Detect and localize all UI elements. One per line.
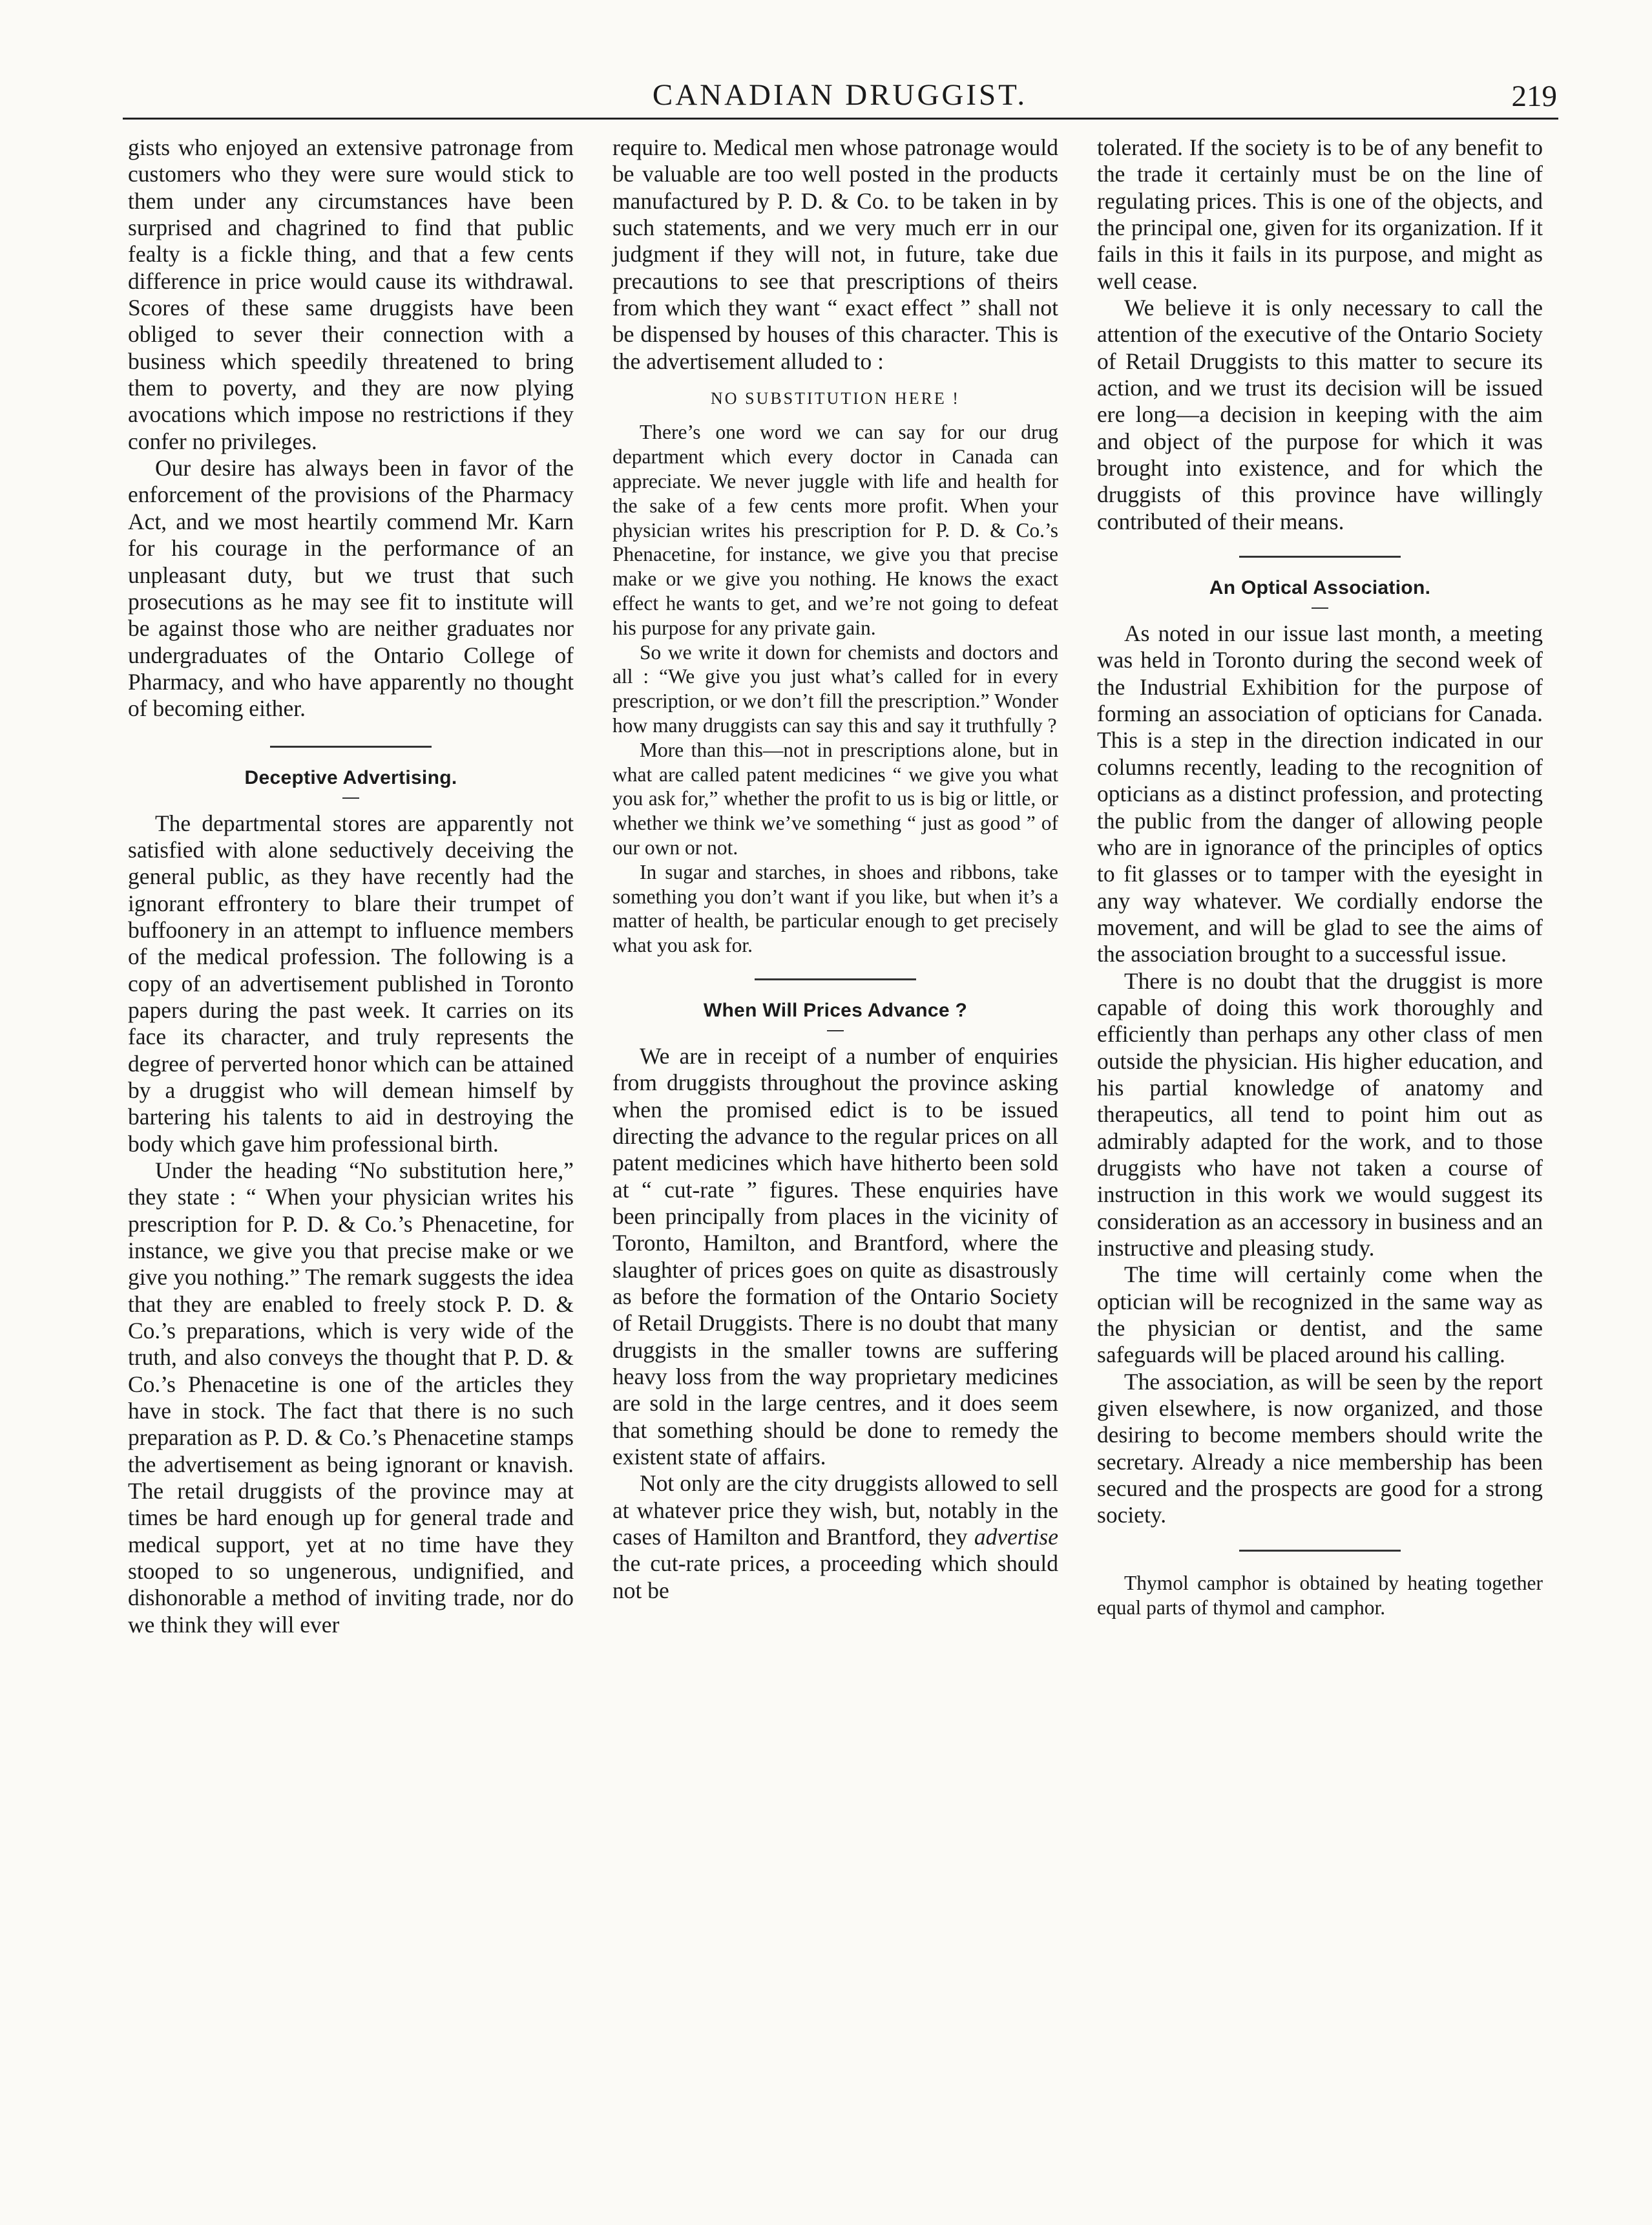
- paragraph: [612, 1470, 1058, 1604]
- running-title: CANADIAN DRUGGIST.: [652, 78, 1028, 112]
- heading-dash: [342, 797, 359, 799]
- quoted-ad-paragraph: There’s one word we can say for our drug department which every doctor in Canada can appreciate. We never juggle with life and health for the sake of a few cents more profit. When your physician writes his prescription for P. D. & Co.’s Phenacetine, for instance, we give you that precise make or we give you nothing. He knows the exact effect he wants to get, and we’re not going to defeat his purpose for any private gain.: [612, 421, 1058, 639]
- column-middle: [612, 134, 1058, 2173]
- quoted-ad-paragraph: More than this—not in prescriptions alone, but in what are called patent medicines “ we give you what you ask for,” whether the profit to us is big or little, or whether we think we’ve something “ just as good ” of our own or not.: [612, 738, 1058, 859]
- paragraph: require to. Medical men whose patronage would be valuable are too well posted in the products manufactured by P. D. & Co. to be taken in by such statements, and we very much err in our judgment if they will not, in future, take due precautions to see that prescriptions of theirs from which they want “ exact effect ” shall not be dispensed by houses of this character. This is the advertisement alluded to :: [612, 134, 1058, 374]
- paragraph: Thymol camphor is obtained by heating together equal parts of thymol and camphor.: [1097, 1571, 1543, 1619]
- paragraph: The association, as will be seen by the report given elsewhere, is now organized, and those desiring to become members should write the secretary. Already a nice membership has been secured and the prospects are good for a strong society.: [1097, 1368, 1543, 1528]
- section-heading-optical-association: An Optical Association.: [1209, 577, 1431, 599]
- paragraph: The departmental stores are apparently not satisfied with alone seductively deceiving the general public, as they have recently had the ignorant effrontery to blare their trumpet of buffoonery in an attempt to influence members of the medical profession. The following is a copy of an advertisement published in Toronto papers during the past week. It carries on its face its character, and truly represents the degree of perverted honor which can be attained by a druggist who will demean himself by bartering his talents to aid in destroying the body which gave him professional birth.: [128, 810, 574, 1157]
- section-divider: [755, 978, 916, 980]
- column-right: [1097, 134, 1543, 2173]
- heading-dash: [827, 1030, 844, 1031]
- header-rule: [123, 118, 1558, 120]
- paragraph: Our desire has always been in favor of the enforcement of the provisions of the Pharmacy Act, and we most heartily commend Mr. Karn for his courage in the performance of an unpleasant duty, but we trust that such prosecutions as he may see fit to institute will be against those who are neither graduates nor undergraduates of the Ontario College of Pharmacy, and who have apparently no thought of becoming either.: [128, 455, 574, 722]
- column-left: [128, 134, 574, 2173]
- emphasized-word: advertise: [974, 1524, 1058, 1550]
- section-divider: [1239, 556, 1401, 558]
- paragraph: We are in receipt of a number of enquiries from druggists throughout the province asking when the promised edict is to be issued directing the advance to the regular prices on all patent medicines which have hitherto been sold at “ cut-rate ” figures. These enquiries have been principally from places in the vicinity of Toronto, Hamilton, and Brantford, where the slaughter of prices goes on quite as disastrously as before the formation of the Ontario Society of Retail Druggists. There is no doubt that many druggists in the smaller towns are suffering heavy loss from the way proprietary medicines are sold in the large centres, and it does seem that something should be done to remedy the existent state of affairs.: [612, 1042, 1058, 1470]
- quoted-ad-paragraph: In sugar and starches, in shoes and ribbons, take something you don’t want if you like, but when it’s a matter of health, be particular enough to get precisely what you ask for.: [612, 860, 1058, 957]
- section-heading-when-will-prices-advance: When Will Prices Advance ?: [703, 999, 968, 1021]
- paragraph-text: Not only are the city druggists allowed to sell at whatever price they wish, but, notably in the cases of Hamilton and Brantford, they: [612, 1470, 1058, 1550]
- section-divider: [270, 746, 432, 748]
- paragraph: Under the heading “No substitution here,” they state : “ When your physician writes his prescription for P. D. & Co.’s Phenacetine, for instance, we give you that precise make or we give you nothing.” The remark suggests the idea that they are enabled to freely stock P. D. & Co.’s preparations, which is very wide of the truth, and also conveys the thought that P. D. & Co.’s Phenacetine is one of the articles they have in stock. The fact that there is no such preparation as P. D. & Co.’s Phenacetine stamps the advertisement as being ignorant or knavish. The retail druggists of the province may at times be hard enough up for general trade and medical support, yet at no time have they stooped to so ungenerous, undignified, and dishonorable a method of inviting trade, nor do we think they will ever: [128, 1157, 574, 1638]
- paragraph: gists who enjoyed an extensive patronage from customers who they were sure would stick to them under any circumstances have been surprised and chagrined to find that public fealty is a fickle thing, and that a few cents difference in price would cause its withdrawal. Scores of these same druggists have been obliged to sever their connection with a business which speedily threatened to bring them to poverty, and they are now plying avocations which impose no restrictions if they confer no privileges.: [128, 134, 574, 454]
- paragraph-text: the cut-rate prices, a proceeding which should not be: [612, 1550, 1058, 1603]
- paragraph: As noted in our issue last month, a meeting was held in Toronto during the second week of the Industrial Exhibition for the purpose of forming an association of opticians for Canada. This is a step in the direction indicated in our columns recently, leading to the recognition of opticians as a distinct profession, and protecting the public from the danger of allowing people who are in ignorance of the principles of optics to fit glasses or to tamper with the eyesight in any way whatever. We cordially endorse the movement, and will be glad to see the aims of the association brought to a successful issue.: [1097, 620, 1543, 967]
- section-heading-deceptive-advertising: Deceptive Advertising.: [244, 766, 457, 788]
- page-number: 219: [1511, 79, 1557, 113]
- quoted-ad-paragraph: So we write it down for chemists and doctors and all : “We give you just what’s called for in every prescription, or we don’t fill the prescription.” Wonder how many druggists can say this and say it truthfully ?: [612, 640, 1058, 737]
- paragraph: The time will certainly come when the optician will be recognized in the same way as the physician or dentist, and the same safeguards will be placed around his calling.: [1097, 1261, 1543, 1368]
- paragraph: There is no doubt that the druggist is more capable of doing this work thoroughly and efficiently than perhaps any other class of men outside the physician. His higher education, and his partial knowledge of anatomy and therapeutics, all tend to point him out as admirably adapted for the work, and to those druggists who have not taken a course of instruction in this work we would suggest its consideration as an accessory in business and an instructive and pleasing study.: [1097, 967, 1543, 1261]
- quoted-ad-heading: NO SUBSTITUTION HERE !: [711, 389, 960, 408]
- section-divider: [1239, 1550, 1401, 1552]
- paragraph: We believe it is only necessary to call the attention of the executive of the Ontario Society of Retail Druggists to this matter to secure its action, and we trust its decision will be issued ere long—a decision in keeping with the aim and object of the purpose for which it was brought into existence, and for which the druggists of this province have willingly contributed of their means.: [1097, 295, 1543, 534]
- paragraph: tolerated. If the society is to be of any benefit to the trade it certainly must be on the line of regulating prices. This is one of the objects, and the principal one, given for its organization. If it fails in this it fails in its purpose, and might as well cease.: [1097, 134, 1543, 294]
- heading-dash: [1312, 607, 1328, 609]
